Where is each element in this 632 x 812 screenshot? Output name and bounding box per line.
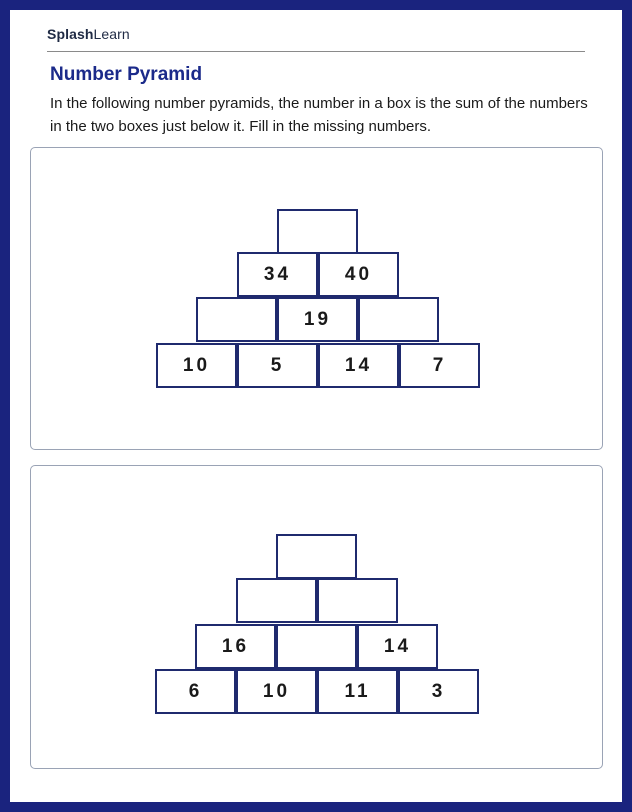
page-title: Number Pyramid xyxy=(50,64,203,85)
pyramid-box[interactable] xyxy=(277,209,358,254)
pyramid-box: 16 xyxy=(195,624,276,669)
pyramid-box: 40 xyxy=(318,252,399,297)
pyramid-box: 14 xyxy=(318,343,399,388)
header-divider xyxy=(47,51,585,52)
pyramid-box[interactable] xyxy=(358,297,439,342)
pyramid-panel-2 xyxy=(30,465,603,769)
pyramid-box: 6 xyxy=(155,669,236,714)
worksheet-page xyxy=(10,10,622,802)
pyramid-box[interactable] xyxy=(317,578,398,623)
pyramid-box: 14 xyxy=(357,624,438,669)
pyramid-box: 34 xyxy=(237,252,318,297)
pyramid-box: 10 xyxy=(156,343,237,388)
pyramid-box: 10 xyxy=(236,669,317,714)
pyramid-box: 7 xyxy=(399,343,480,388)
pyramid-box[interactable] xyxy=(276,534,357,579)
pyramid-box[interactable] xyxy=(196,297,277,342)
pyramid-panel-1 xyxy=(30,147,603,450)
pyramid-box[interactable] xyxy=(236,578,317,623)
pyramid-box: 19 xyxy=(277,297,358,342)
instructions-text: In the following number pyramids, the number in a box is the sum of the numbers in the two boxes just below it. Fill in the missing numbers. xyxy=(50,95,588,135)
pyramid-box: 3 xyxy=(398,669,479,714)
pyramid-box: 5 xyxy=(237,343,318,388)
pyramid-box[interactable] xyxy=(276,624,357,669)
pyramid-box: 11 xyxy=(317,669,398,714)
brand-logo: SplashLearn xyxy=(47,26,130,42)
